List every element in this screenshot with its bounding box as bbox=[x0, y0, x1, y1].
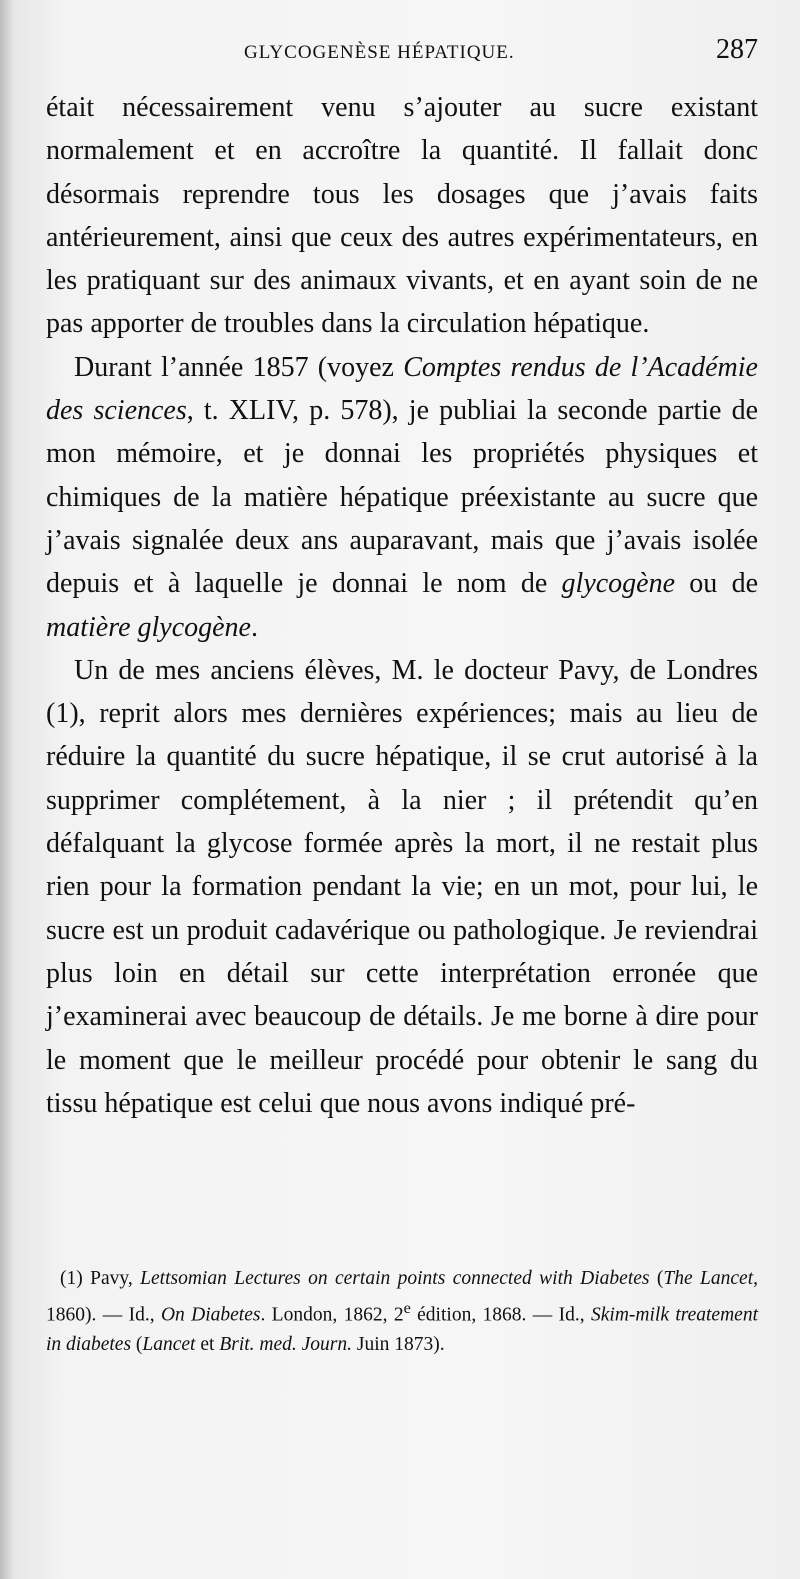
paragraph-2-text-c: , t. XLIV, p. 578), je publiai la seconde partie de mon mémoire, et je donnai les propriétés physiques et chimiques de la matière hépatique préexistante au sucre que j’avais signalée deux ans auparavant, mais que j’avais isolée depuis et à laquelle je donnai le nom de bbox=[46, 395, 759, 600]
footnote-text-c: ( bbox=[649, 1268, 664, 1289]
paragraph-3 bbox=[46, 649, 758, 1125]
footnote-journal-lancet: The Lancet bbox=[663, 1268, 754, 1289]
running-head: GLYCOGENÈSE HÉPATIQUE. bbox=[244, 42, 515, 63]
paragraph-2 bbox=[46, 346, 758, 649]
paragraph-3-text: Un de mes anciens élèves, M. le docteur Pavy, de Londres (1), reprit alors mes dernières expériences; mais au lieu de réduire la quantité du sucre hépatique, il se crut autorisé à la supprimer complétement, à la nier ; il prétendit qu’en défalquant la glycose formée après la mort, il ne restait plus rien pour la formation pendant la vie; en un mot, pour lui, le sucre est un produit cadavérique ou pathologique. Je reviendrai plus loin en détail sur cette interprétation erronée que j’examinerai avec beaucoup de détails. Je me borne à dire pour le moment que le meilleur procédé pour obtenir le sang du tissu hépatique est celui que nous avons indiqué pré- bbox=[46, 654, 758, 1119]
footnote bbox=[46, 1264, 758, 1359]
footnote-title-skim-milk: Skim-milk treatement in diabetes bbox=[46, 1304, 758, 1355]
footnote-paragraph bbox=[46, 1264, 758, 1359]
body-text bbox=[46, 86, 758, 1125]
term-matiere-glycogene: matière glycogène bbox=[46, 611, 251, 643]
paragraph-1-text: était nécessairement venu s’ajouter au sucre existant normalement et en accroître la quantité. Il fallait donc désormais reprendre tous les dosages que j’avais faits antérieurement, ainsi que ceux des autres expérimentateurs, en les pratiquant sur des animaux vivants, et en ayant soin de ne pas apporter de troubles dans la circulation hépatique. bbox=[46, 92, 758, 340]
footnote-text-h: édition, 1868. — Id., bbox=[410, 1304, 591, 1325]
footnote-text-j: ( bbox=[131, 1333, 143, 1355]
gutter-shadow bbox=[0, 0, 14, 1579]
footnote-text-g: . London, 1862, 2 bbox=[260, 1304, 404, 1325]
paragraph-2-text-g: . bbox=[250, 611, 258, 643]
footnote-superscript: e bbox=[403, 1298, 411, 1317]
paragraph-2-text-e: ou de bbox=[675, 568, 758, 600]
footnote-text-a: (1) Pavy, bbox=[60, 1268, 141, 1289]
footnote-text-n: Juin 1873). bbox=[352, 1333, 445, 1355]
footnote-text-l: et bbox=[195, 1333, 220, 1355]
footnote-title-on-diabetes: On Diabetes bbox=[160, 1304, 261, 1325]
page-header bbox=[48, 34, 758, 74]
paragraph-2-citation: Comptes rendus de l’Académie des sciences bbox=[46, 351, 758, 427]
term-glycogene: glycogène bbox=[561, 568, 676, 600]
paragraph-1 bbox=[46, 86, 758, 346]
paragraph-2-text-a: Durant l’année 1857 (voyez bbox=[74, 351, 404, 383]
footnote-text-e: , 1860). — Id., bbox=[46, 1268, 758, 1325]
footnote-title-lettsomian: Lettsomian Lectures on certain points connected with Diabetes bbox=[140, 1268, 650, 1289]
page-number: 287 bbox=[716, 34, 758, 65]
footnote-journal-bmj: Brit. med. Journ. bbox=[219, 1333, 353, 1355]
footnote-journal-lancet-2: Lancet bbox=[142, 1333, 196, 1355]
